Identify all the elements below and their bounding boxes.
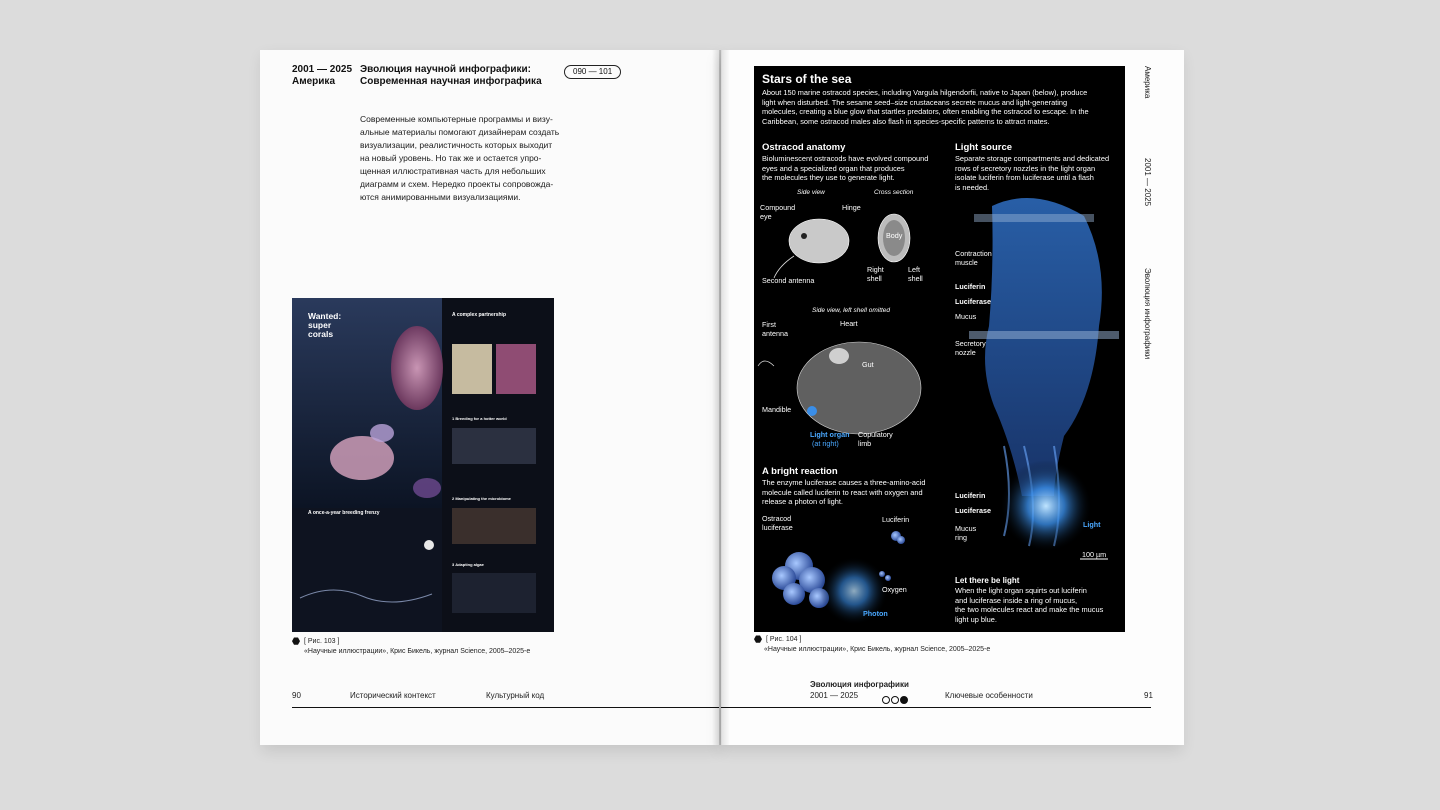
figure-103-coral-infographic — [292, 298, 554, 632]
intro-line: визуализации, реалистичность которых выходит — [360, 140, 553, 150]
hexagon-icon — [292, 637, 300, 645]
mucus-ring-label: Mucus ring — [955, 524, 977, 542]
hinge-label: Hinge — [842, 203, 861, 212]
hexagon-icon — [754, 635, 762, 643]
fig104-title: Stars of the sea — [762, 72, 852, 86]
dot-empty-icon — [882, 696, 890, 704]
anatomy-text-line: Bioluminescent ostracods have evolved compound — [762, 154, 929, 163]
light-source-text-line: rows of secretory nozzles in the light organ — [955, 163, 1096, 173]
caption-103 — [292, 637, 530, 657]
side-view-label: Side view — [797, 189, 825, 196]
fig103-title: Wanted: super corals — [308, 311, 342, 339]
light-source-title: Light source — [955, 142, 1013, 153]
left-page — [260, 50, 719, 745]
fig104-intro-line: light when disturbed. The sesame seed–size crustaceans secrete mucus and light-generating — [762, 97, 1068, 107]
footer-section-2: Культурный код — [486, 691, 545, 700]
at-right-label: (at right) — [812, 439, 839, 448]
mucus-label: Mucus — [955, 312, 977, 321]
fig104-intro-line: About 150 marine ostracod species, including Vargula hilgendorfii, native to Japan (below), produce — [762, 88, 1088, 97]
caption-text: «Научные иллюстрации», Крис Бикель, журнал Science, 2005–2025-е — [764, 646, 991, 653]
header-years-block — [292, 64, 352, 88]
footer-section-1: Исторический контекст — [350, 691, 436, 700]
caption-104 — [754, 635, 990, 655]
fig103-sub3: 1 Breeding for a hotter world — [452, 416, 507, 421]
fig104-intro — [762, 88, 1118, 126]
let-there-text-line: the two molecules react and make the mucus — [955, 605, 1104, 615]
intro-paragraph — [360, 113, 570, 204]
reaction-text-line: The enzyme luciferase causes a three-amino-acid — [762, 478, 926, 487]
intro-line: Современные компьютерные программы и визу- — [360, 114, 553, 124]
intro-line: диаграмм и схем. Нередко проекты сопровожда- — [360, 179, 554, 189]
caption-ref: [ Рис. 103 ] — [304, 638, 340, 645]
side-label-region: Америка — [1143, 66, 1152, 99]
let-there-title: Let there be light — [955, 576, 1020, 585]
luciferin-label-bottom: Luciferin — [955, 491, 986, 500]
intro-line: на новый уровень. Но так же и остается упро- — [360, 153, 542, 163]
header-years: 2001 — 2025 — [292, 64, 353, 75]
side-label-years: 2001 — 2025 — [1143, 158, 1152, 207]
reaction-text — [762, 478, 947, 507]
first-antenna-label: First antenna — [762, 320, 788, 338]
anatomy-text-line: the molecules they use to generate light. — [762, 173, 895, 183]
reaction-title: A bright reaction — [762, 466, 838, 477]
anatomy-text-line: eyes and a specialized organ that produces — [762, 163, 905, 173]
light-source-text-line: isolate luciferin from luciferase until a flash — [955, 173, 1094, 183]
fig103-sub5: 3 Adapting algae — [452, 562, 484, 567]
caption-ref: [ Рис. 104 ] — [766, 636, 802, 643]
luciferase-label-bottom: Luciferase — [955, 506, 991, 515]
light-source-text — [955, 154, 1120, 192]
right-shell-label: Right shell — [867, 265, 884, 283]
light-source-text-line: Separate storage compartments and dedicated — [955, 154, 1110, 163]
gut-label: Gut — [862, 360, 874, 369]
footer-rule — [292, 707, 719, 708]
footer-topic: Эволюция инфографики — [810, 680, 909, 689]
left-shell-label: Left shell — [908, 265, 923, 283]
fig103-sub1: A complex partnership — [452, 312, 506, 318]
oxygen-label: Oxygen — [882, 585, 907, 594]
anatomy-text — [762, 154, 942, 183]
footer-years: 2001 — 2025 — [810, 691, 859, 700]
header-region: Америка — [292, 76, 336, 87]
reaction-luciferin-label: Luciferin — [882, 515, 910, 524]
footer-page-number: 91 — [1144, 691, 1153, 700]
secretory-nozzle-label: Secretory nozzle — [955, 339, 986, 357]
page-range-pill: 090 — 101 — [564, 65, 621, 79]
let-there-text-line: and luciferase inside a ring of mucus, — [955, 595, 1078, 605]
fig103-sub4: 2 Manipulating the microbiome — [452, 496, 511, 501]
caption-text: «Научные иллюстрации», Крис Бикель, журнал Science, 2005–2025-е — [304, 648, 531, 655]
fig104-intro-line: molecules, creating a blue glow that startles predators, often enabling the ostracod to escape. In the — [762, 107, 1089, 117]
light-label: Light — [1083, 520, 1101, 529]
ostracod-luciferase-label: Ostracod luciferase — [762, 514, 793, 532]
right-page — [721, 50, 1184, 745]
copulatory-limb-label: Copulatory limb — [858, 430, 893, 448]
intro-line: ются анимированными визуализациями. — [360, 192, 521, 202]
light-organ-label: Light organ — [810, 430, 850, 439]
header-title — [360, 64, 542, 88]
fig104-intro-line: Caribbean, some ostracod males also flash in species-specific patterns to attract mates. — [762, 116, 1050, 126]
mandible-label: Mandible — [762, 405, 792, 414]
let-there-text-line: When the light organ squirts out luciferin — [955, 586, 1087, 595]
side-label-topic: Эволюция инфографики — [1143, 268, 1152, 360]
fig103-sub2: A once-a-year breeding frenzy — [308, 510, 380, 516]
luciferin-label-top: Luciferin — [955, 282, 986, 291]
header-title-line2: Современная научная инфографика — [360, 76, 542, 87]
cross-section-label: Cross section — [874, 189, 914, 196]
heart-label: Heart — [840, 319, 858, 328]
contraction-muscle-label: Contraction muscle — [955, 249, 992, 267]
let-there-text — [955, 586, 1123, 624]
footer-section: Ключевые особенности — [945, 691, 1033, 700]
light-source-text-line: is needed. — [955, 182, 990, 192]
figure-104-ostracod-infographic — [754, 66, 1125, 632]
dot-empty-icon — [891, 696, 899, 704]
dot-filled-icon — [900, 696, 908, 704]
luciferase-label-top: Luciferase — [955, 297, 991, 306]
scale-bar-label: 100 µm — [1082, 550, 1107, 559]
coral-illustration — [292, 298, 554, 632]
intro-line: альные материалы помогают дизайнерам создать — [360, 127, 560, 137]
header-title-line1: Эволюция научной инфографики: — [360, 64, 531, 75]
body-label: Body — [886, 231, 903, 240]
photon-label: Photon — [863, 609, 888, 618]
let-there-text-line: light up blue. — [955, 614, 997, 624]
footer-page-number: 90 — [292, 691, 301, 700]
reaction-text-line: release a photon of light. — [762, 497, 843, 507]
intro-line: щенная иллюстративная часть для небольших — [360, 166, 546, 176]
side-view-omitted-label: Side view, left shell omitted — [812, 307, 891, 314]
compound-eye-label: Compound eye — [760, 203, 796, 221]
anatomy-title: Ostracod anatomy — [762, 142, 846, 153]
second-antenna-label: Second antenna — [762, 276, 815, 285]
footer-rule — [721, 707, 1151, 708]
reaction-text-line: molecule called luciferin to react with oxygen and — [762, 487, 923, 497]
